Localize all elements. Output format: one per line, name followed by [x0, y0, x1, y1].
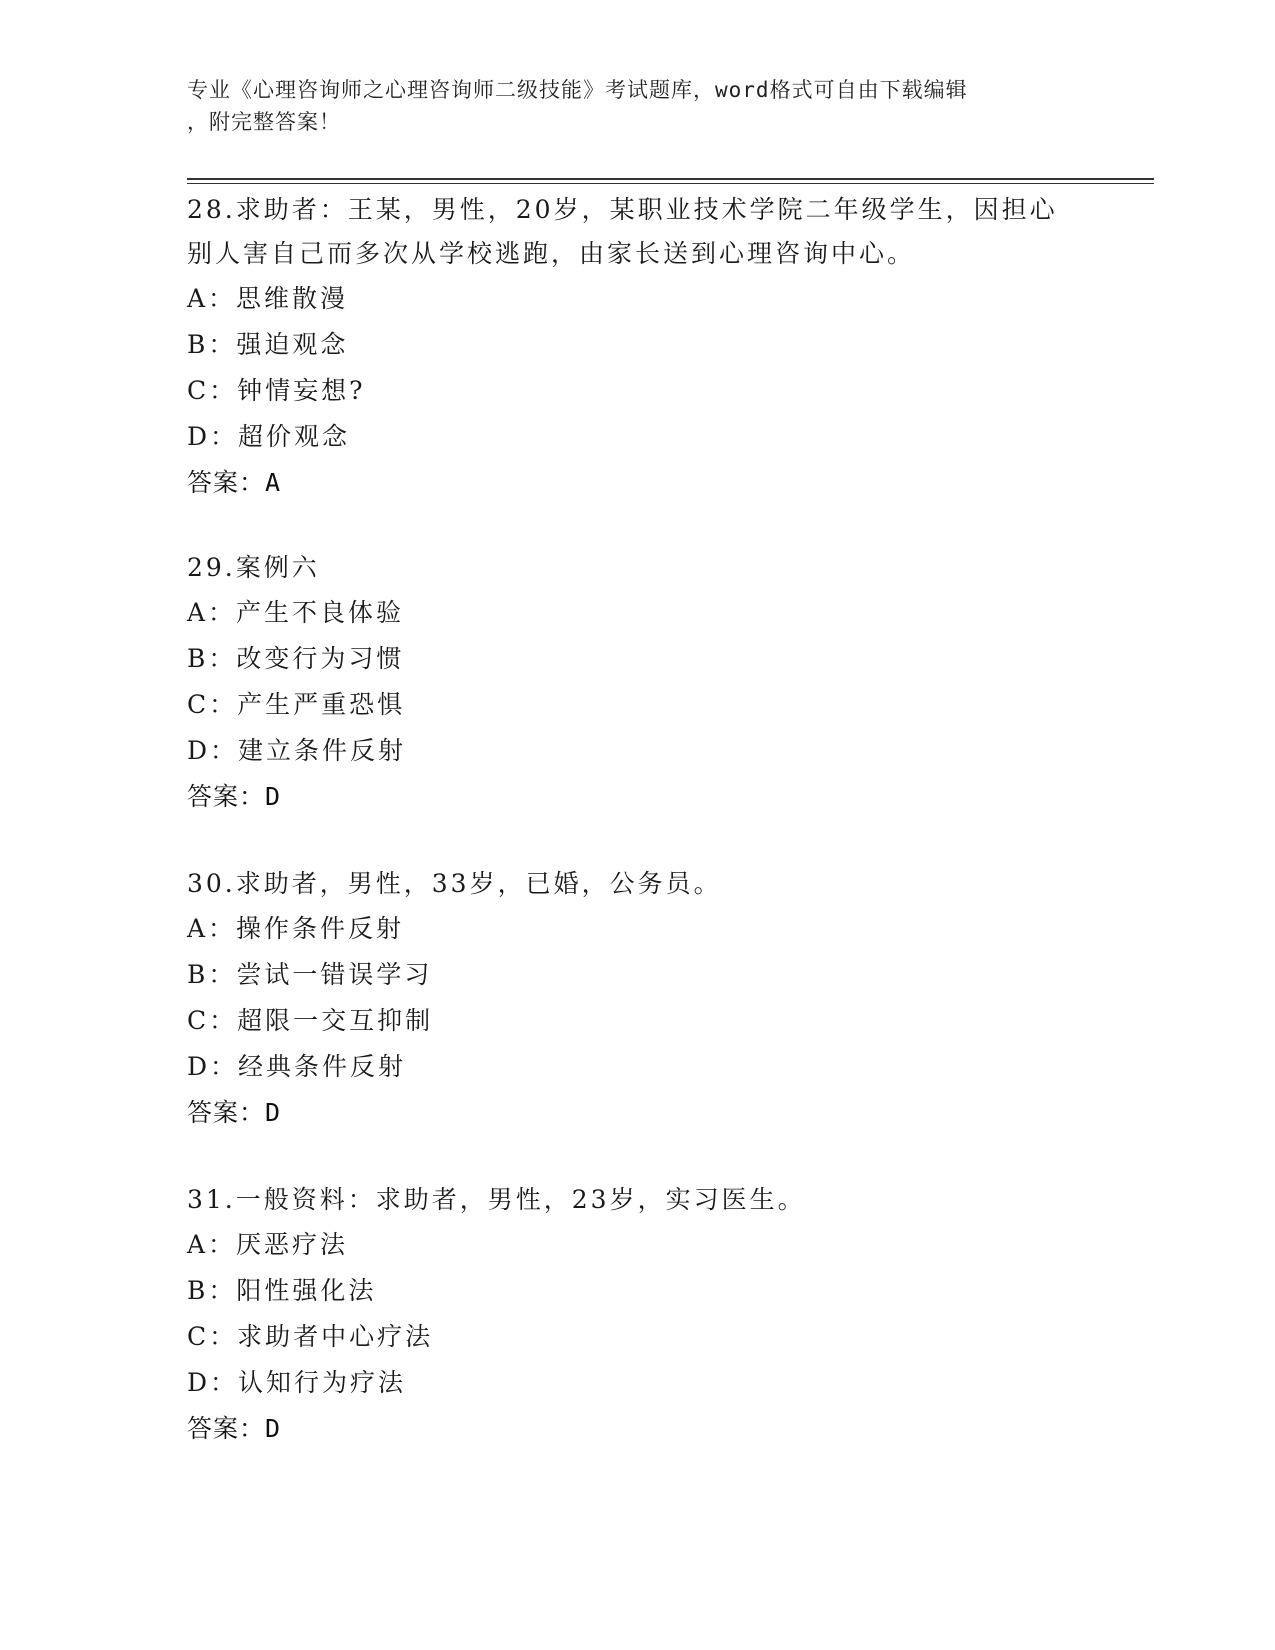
option-b: B：尝试一错误学习 — [187, 960, 433, 989]
option-a: A：思维散漫 — [187, 284, 349, 313]
header-divider-thick — [187, 178, 1154, 180]
answer: 答案：D — [187, 782, 282, 811]
question-stem: 31.一般资料：求助者，男性，23岁，实习医生。 — [187, 1185, 806, 1214]
option-c: C：求助者中心疗法 — [187, 1322, 434, 1351]
question-31 — [187, 1178, 1087, 1452]
option-b: B：改变行为习惯 — [187, 644, 405, 673]
question-29 — [187, 546, 1087, 820]
option-d: D：超价观念 — [187, 422, 351, 451]
option-d: D：经典条件反射 — [187, 1052, 407, 1081]
question-28 — [187, 188, 1087, 506]
question-stem: 28.求助者：王某，男性，20岁，某职业技术学院二年级学生，因担心 — [187, 195, 1058, 224]
option-c: C：超限一交互抑制 — [187, 1006, 434, 1035]
question-stem-continued: 别人害自己而多次从学校逃跑，由家长送到心理咨询中心。 — [187, 239, 916, 268]
answer: 答案：D — [187, 1098, 282, 1127]
question-30 — [187, 862, 1087, 1136]
header-divider-thin — [187, 183, 1154, 184]
option-c: C：产生严重恐惧 — [187, 690, 406, 719]
option-d: D：建立条件反射 — [187, 736, 407, 765]
option-a: A：操作条件反射 — [187, 914, 405, 943]
header-line-1: 专业《心理咨询师之心理咨询师二级技能》考试题库，word格式可自由下载编辑 — [187, 78, 968, 102]
header-line-2: ，附完整答案！ — [187, 110, 341, 134]
option-a: A：厌恶疗法 — [187, 1230, 349, 1259]
answer: 答案：D — [187, 1414, 282, 1443]
answer: 答案：A — [187, 468, 282, 497]
option-a: A：产生不良体验 — [187, 598, 405, 627]
option-b: B：强迫观念 — [187, 330, 349, 359]
option-c: C：钟情妄想? — [187, 376, 366, 405]
question-stem: 29.案例六 — [187, 553, 320, 582]
option-d: D：认知行为疗法 — [187, 1368, 407, 1397]
option-b: B：阳性强化法 — [187, 1276, 377, 1305]
question-stem: 30.求助者，男性，33岁，已婚，公务员。 — [187, 869, 722, 898]
document-header — [187, 74, 1077, 138]
